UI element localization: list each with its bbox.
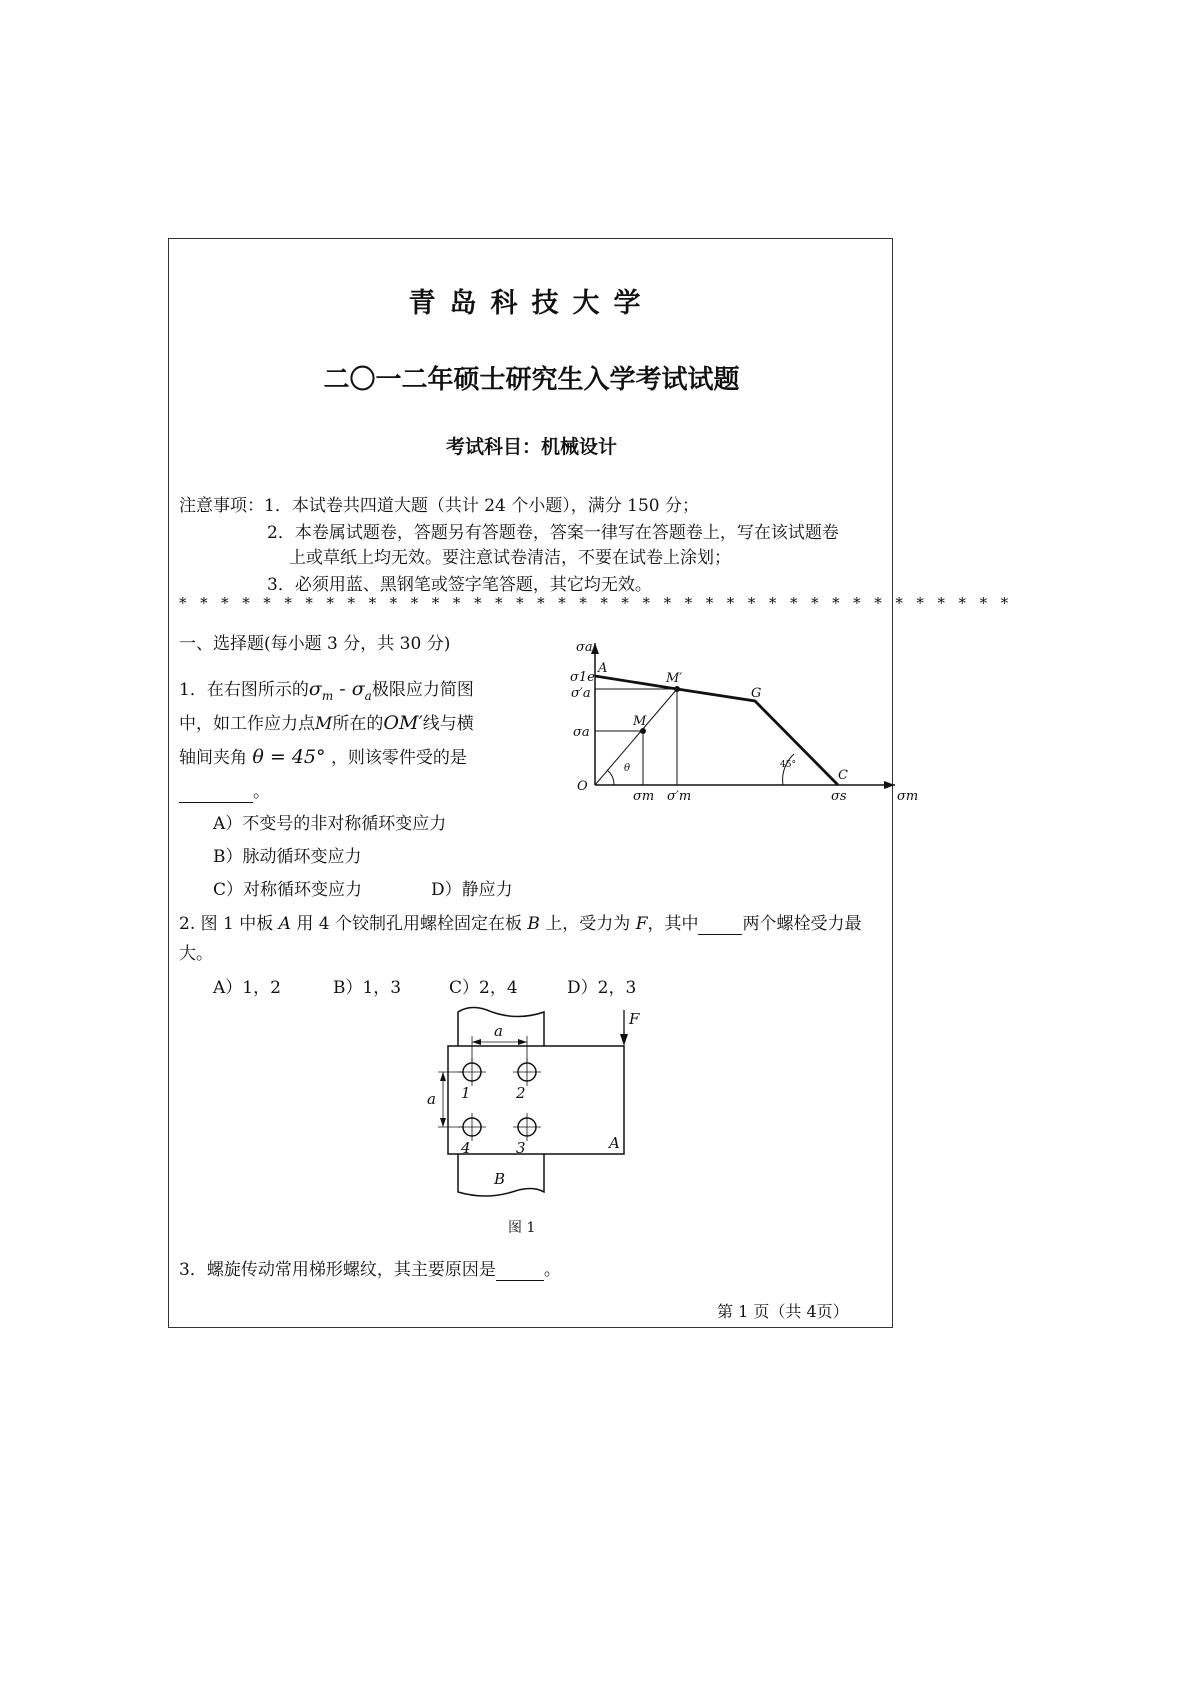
section-1-heading: 一、选择题(每小题 3 分，共 30 分) [179, 634, 451, 654]
theta-label: θ [624, 763, 631, 774]
q2-plate-a: A [278, 914, 291, 934]
q1-line-1-start: 1．在右图所示的 [179, 680, 309, 700]
sigma-s-label: σs [831, 789, 847, 804]
q2-plate-b: B [527, 914, 540, 934]
q1-line-4-end: 。 [253, 782, 270, 802]
q1-option-c: C）对称循环变应力 [213, 880, 363, 900]
fig1-caption: 图 1 [508, 1220, 536, 1236]
q2-option-c: C）2，4 [449, 978, 518, 998]
force-arrow-head [620, 1034, 628, 1046]
point-m-label: M [633, 714, 647, 729]
university-name: 青岛科技大学 [408, 288, 655, 319]
q1-line-1-end: 极限应力简图 [371, 680, 474, 700]
notice-label: 注意事项： [179, 496, 264, 516]
q2-force: F [635, 914, 648, 934]
q2-text-2: 用 4 个铰制孔用螺栓固定在板 [290, 914, 528, 934]
q1-line-1: 1．在右图所示的$\sigma_m - \sigma_a$极限应力简图 [179, 678, 474, 703]
point-g-label: G [751, 686, 762, 701]
angle-45-label: 45° [780, 760, 796, 770]
plate-b-label: B [494, 1170, 506, 1188]
exam-title: 二〇一二年硕士研究生入学考试试题 [323, 365, 740, 395]
plate-a-rect [448, 1046, 624, 1154]
q2-line-2: 大。 [179, 944, 213, 964]
q3-end: 。 [543, 1260, 561, 1280]
q1-angle-eq: θ = 45° [252, 746, 326, 768]
q2-option-b: B）1，3 [333, 978, 402, 998]
separator-stars: * * * * * * * * * * * * * * * * * * * * * * * * * * * * * * * * * * * * * * * * [179, 594, 1013, 612]
point-m-prime-label: M′ [666, 671, 683, 686]
y-axis-label: σa [576, 640, 593, 655]
force-label: F [629, 1010, 640, 1028]
notice-item-3: 3．必须用蓝、黑钢笔或签字笔答题，其它均无效。 [267, 575, 652, 595]
notice-item-1: 1．本试卷共四道大题（共计 24 个小题），满分 150 分； [264, 496, 700, 516]
q1-option-d: D）静应力 [431, 880, 513, 900]
q1-line-2-mid: 所在的 [332, 714, 384, 734]
q2-text-4: ，其中 [647, 914, 699, 934]
q1-option-a: A）不变号的非对称循环变应力 [213, 814, 447, 834]
x-axis-label: σm [897, 789, 919, 804]
q1-point-m: M [315, 714, 333, 734]
sigma-a-label: σa [573, 725, 590, 740]
sigma-m-label: σm [633, 789, 655, 804]
q3-text: 3．螺旋传动常用梯形螺纹，其主要原因是 [179, 1260, 496, 1280]
bolt-2-label: 2 [516, 1084, 526, 1102]
q2-text-5: 两个螺栓受力最 [742, 914, 862, 934]
point-c-label: C [838, 768, 848, 783]
q2-option-a: A）1，2 [213, 978, 281, 998]
bolt-1-label: 1 [461, 1084, 471, 1102]
q1-option-b: B）脉动循环变应力 [213, 847, 362, 867]
q2-text-1: 2. 图 1 中板 [179, 914, 279, 934]
sigma-a-prime-label: σ′a [571, 686, 591, 701]
q1-line-3-end: ，则该零件受的是 [330, 748, 467, 768]
notice-item-2-line-1: 2．本卷属试题卷，答题另有答题卷，答案一律写在答题卷上，写在该试题卷 [267, 523, 839, 543]
bolt-3-label: 3 [516, 1139, 526, 1157]
point-a-label: A [598, 661, 608, 676]
notice-item-2-line-2: 上或草纸上均无效。要注意试卷清洁，不要在试卷上涂划； [289, 548, 731, 568]
sigma-m-prime-label: σ′m [667, 789, 692, 804]
q2-option-d: D）2，3 [567, 978, 637, 998]
dim-a-horizontal: a [494, 1022, 503, 1040]
q1-line-3-start: 轴间夹角 [179, 748, 247, 768]
q1-line-2-start: 中，如工作应力点 [179, 714, 315, 734]
plate-a-label: A [609, 1134, 620, 1152]
exam-subject: 考试科目：机械设计 [445, 436, 617, 458]
page-number: 第 1 页（共 4页） [717, 1302, 849, 1321]
q1-line-om: OM′ [383, 712, 423, 734]
origin-label: O [577, 779, 588, 794]
dim-a-vertical: a [427, 1090, 436, 1108]
sigma-1e-label: σ1e [570, 670, 595, 685]
q1-line-2-end: 线与横 [422, 714, 474, 734]
bolt-4-label: 4 [461, 1139, 471, 1157]
q2-text-3: 上，受力为 [539, 914, 636, 934]
